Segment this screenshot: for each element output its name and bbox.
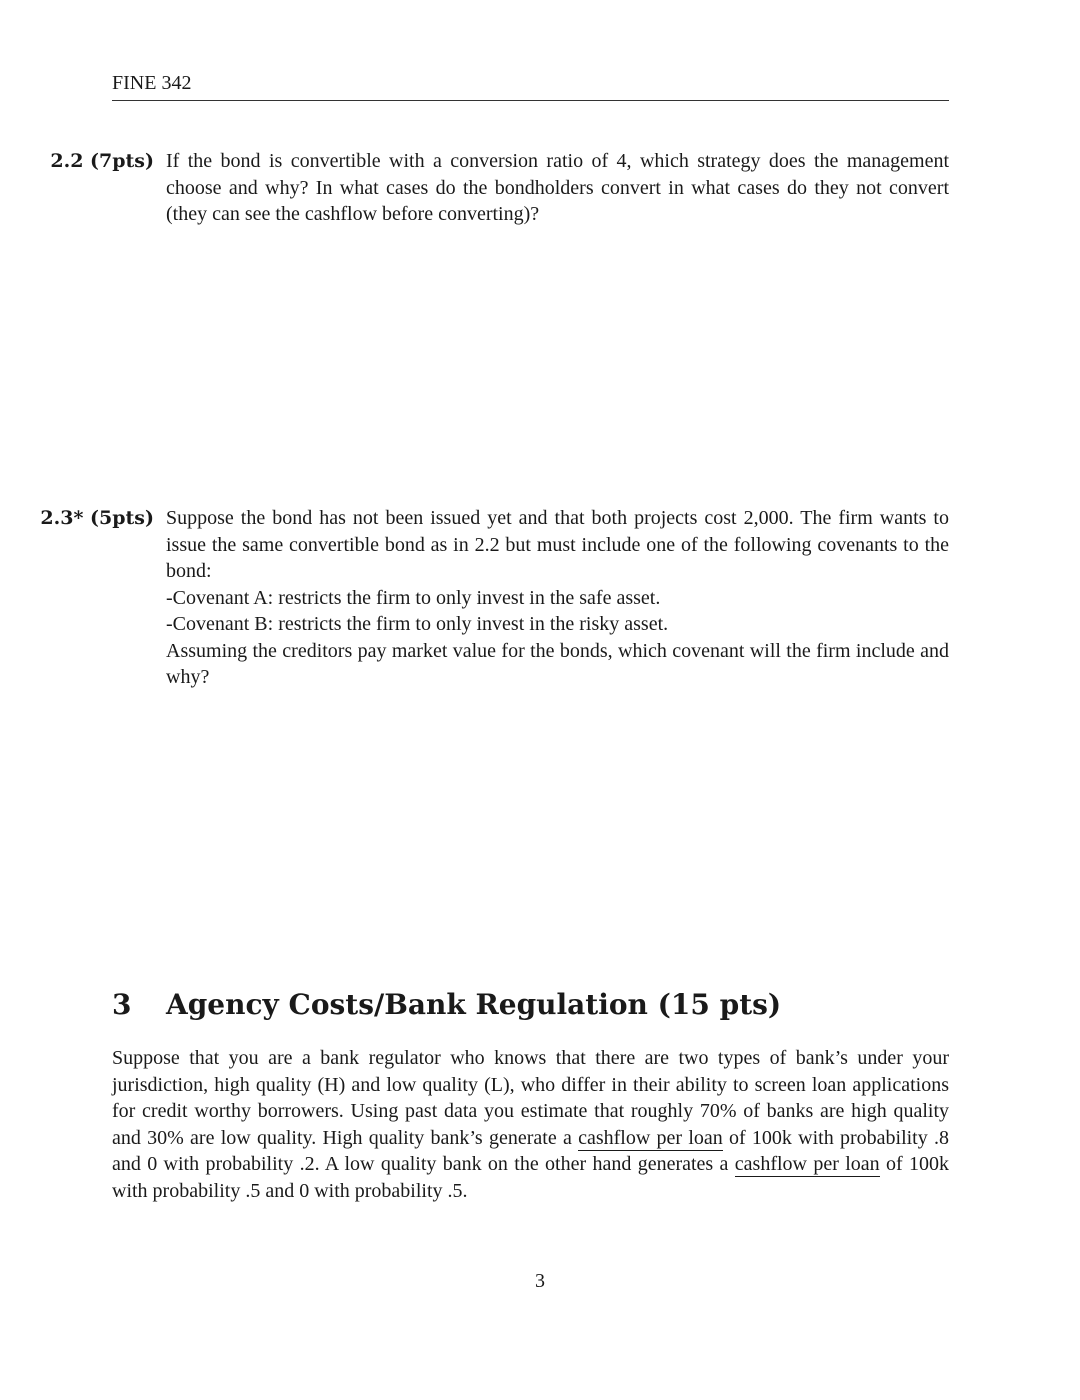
paragraph-text: of 100k with probability .5 and 0 with probability .5. bbox=[112, 1153, 949, 1202]
problem-text bbox=[166, 505, 949, 691]
problem-text bbox=[166, 148, 949, 228]
underlined-term: cashflow per loan bbox=[734, 1153, 880, 1176]
problem-line: Assuming the creditors pay market value for the bonds, which covenant will the firm include and why? bbox=[166, 639, 949, 688]
course-code: FINE 342 bbox=[112, 72, 192, 94]
paragraph-text: of 100k with probability .8 and 0 with probability .2. A low quality bank on the other hand generates a bbox=[112, 1126, 949, 1176]
problem-label: 2.3* (5pts) bbox=[40, 507, 154, 529]
section-paragraph bbox=[112, 1045, 949, 1205]
problem-line: Suppose the bond has not been issued yet and that both projects cost 2,000. The firm wants to issue the same convertible bond as in 2.2 but must include one of the following covenants to the bond: bbox=[166, 507, 949, 582]
underlined-term: cashflow per loan bbox=[578, 1126, 723, 1149]
section-heading bbox=[112, 988, 781, 1021]
covenant-a: -Covenant A: restricts the firm to only invest in the safe asset. bbox=[166, 586, 661, 609]
problem-label: 2.2 (7pts) bbox=[50, 150, 154, 172]
covenant-b: -Covenant B: restricts the firm to only invest in the risky asset. bbox=[166, 613, 669, 635]
problem-line: If the bond is convertible with a conversion ratio of 4, which strategy does the management choose and why? In what cases do the bondholders convert in what cases do they not convert (they can see the cashflow before converting)? bbox=[166, 150, 949, 225]
page-number: 3 bbox=[535, 1270, 545, 1292]
section-number: 3 bbox=[112, 988, 132, 1021]
section-title: Agency Costs/Bank Regulation (15 pts) bbox=[166, 988, 782, 1021]
paragraph-text: Suppose that you are a bank regulator who knows that there are two types of bank’s under your jurisdiction, high quality (H) and low quality (L), who differ in their ability to screen loan applications for credit worthy borrowers. Using past data you estimate that roughly 70% of banks are high quality and 30% are low quality. High quality bank’s generate a bbox=[112, 1047, 949, 1149]
page-header bbox=[112, 72, 949, 101]
